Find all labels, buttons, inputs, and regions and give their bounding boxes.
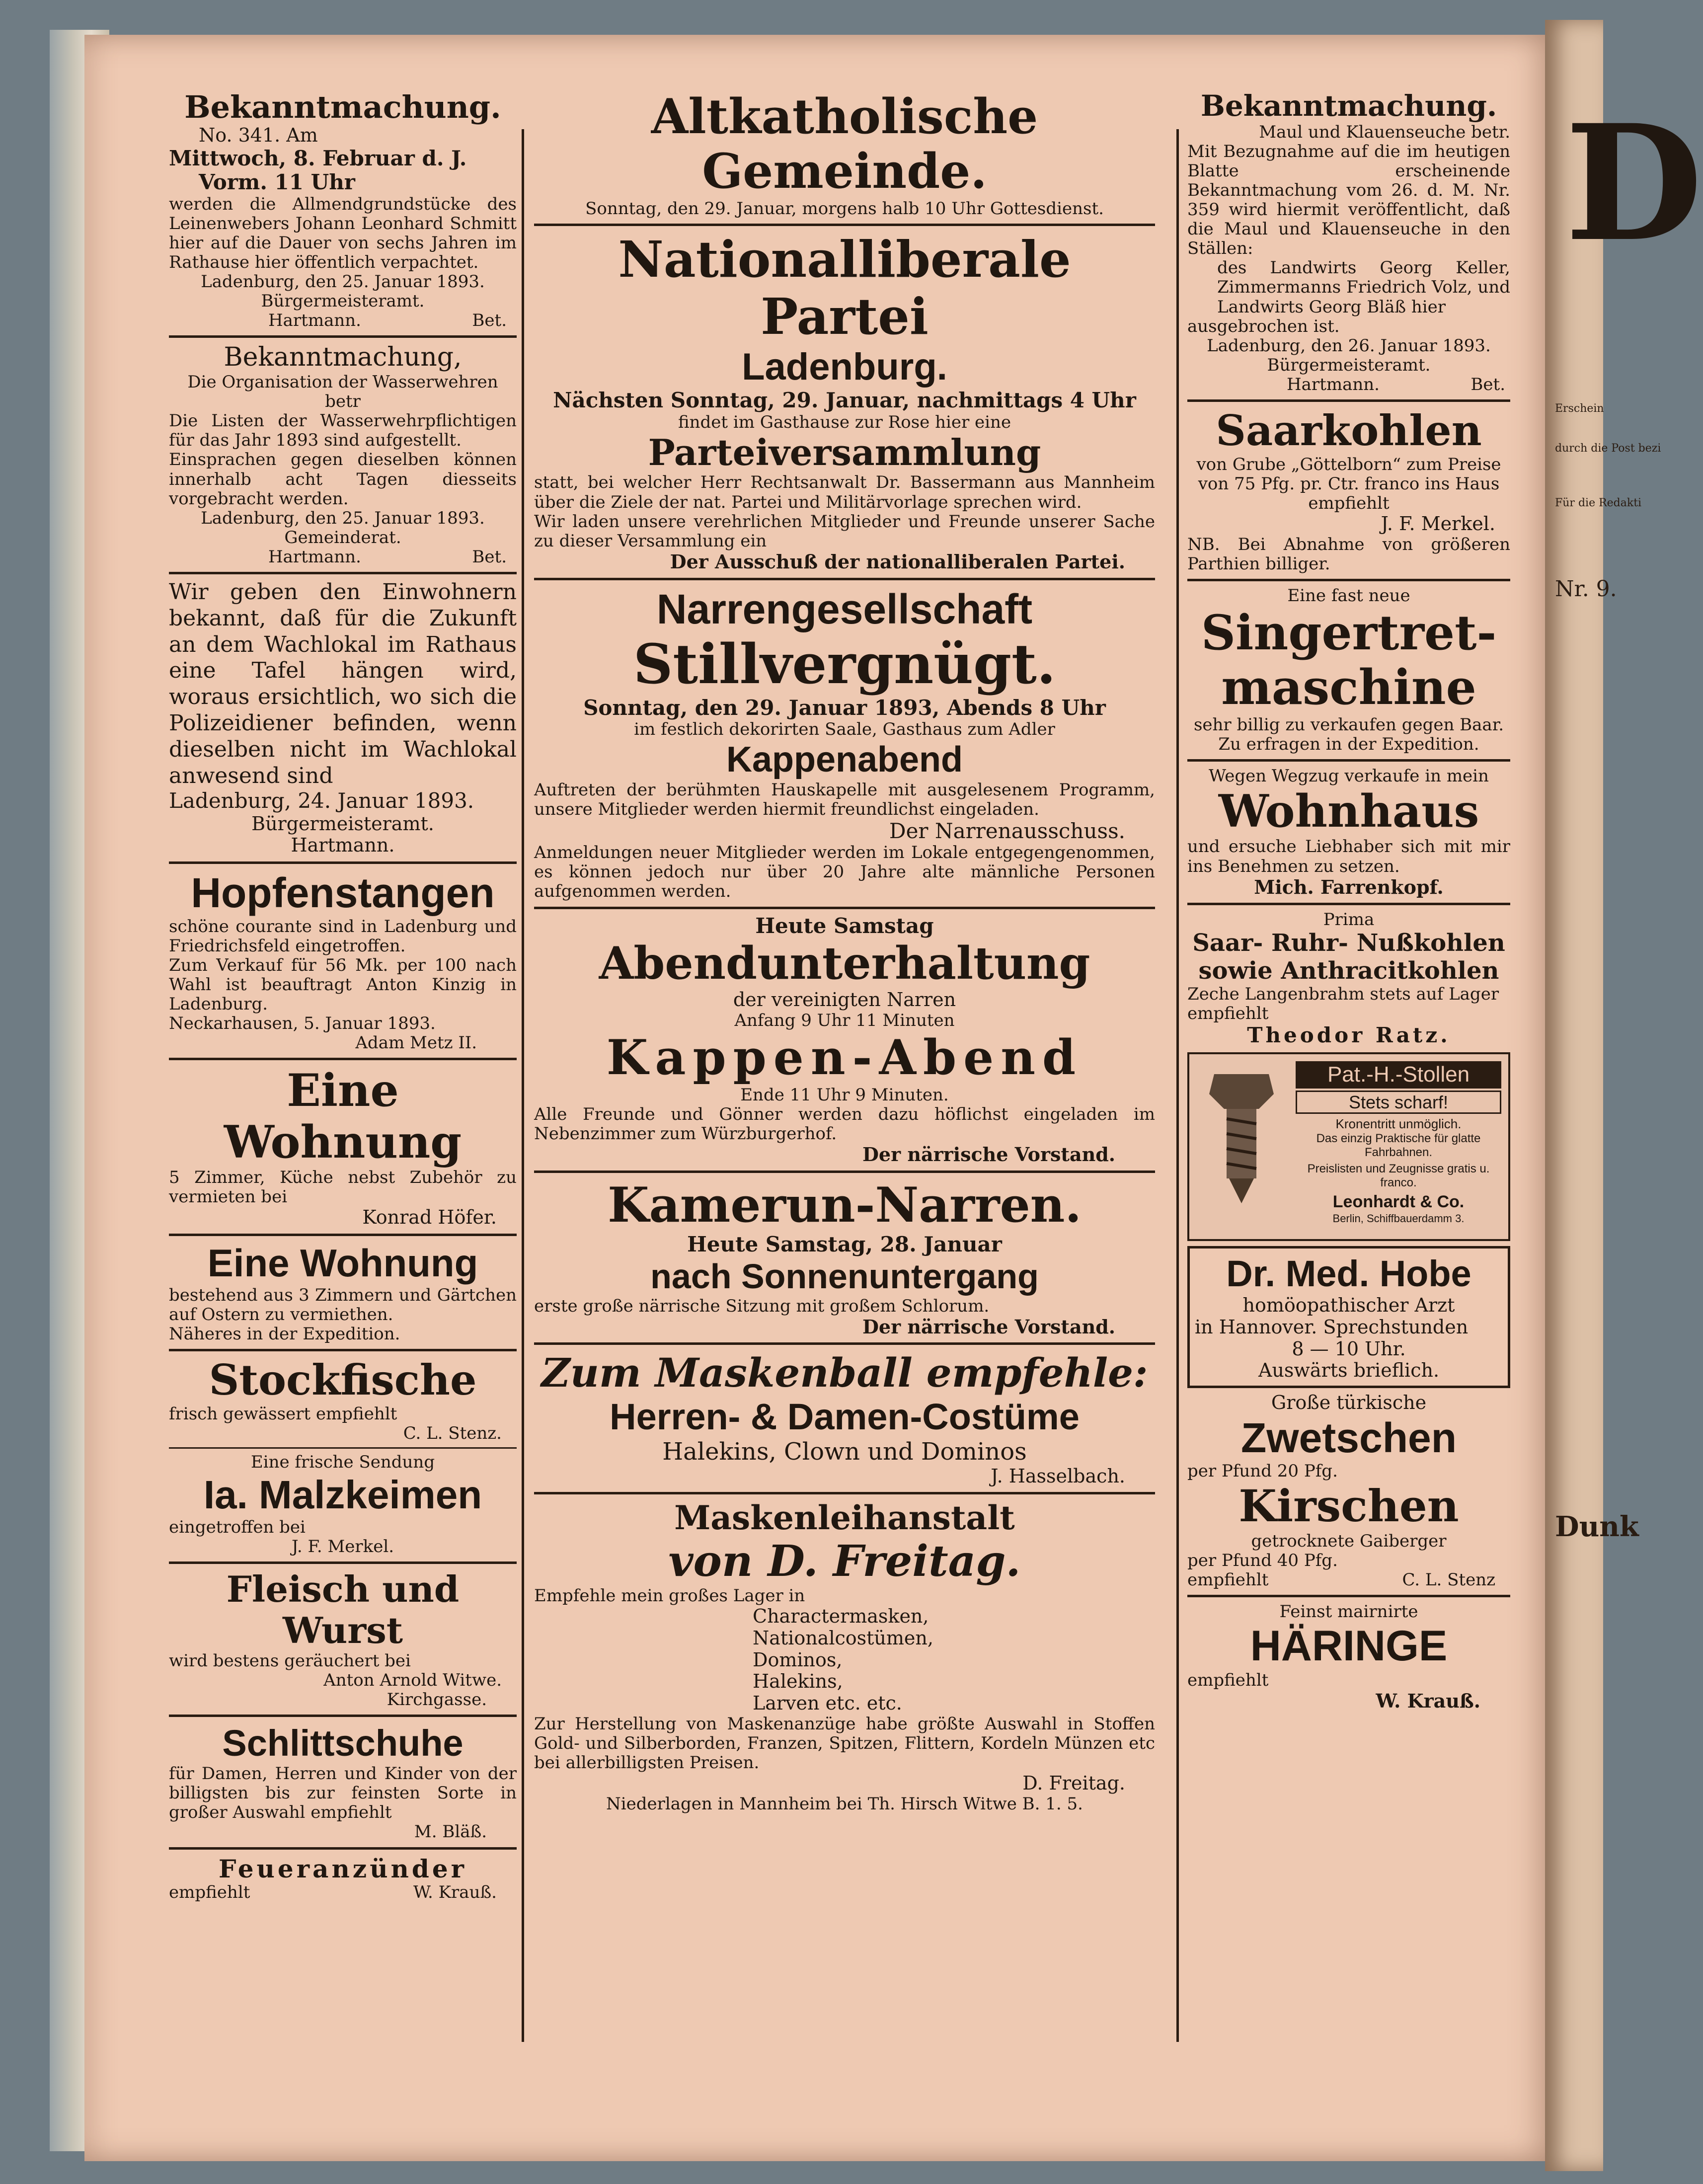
list-item: Larven etc. etc.	[753, 1692, 902, 1715]
ad-text: empfiehlt	[1187, 1670, 1269, 1690]
ad-signature	[1187, 375, 1510, 394]
ad-text: 5 Zimmer, Küche nebst Zubehör zu vermieten bei	[169, 1168, 517, 1207]
ad-signature: J. F. Merkel.	[291, 1537, 394, 1557]
ad-text: des Landwirts Georg Keller, Zimmermanns Friedrich Volz, und Landwirts Georg Bläß hier	[1217, 258, 1510, 317]
ad-title: Herren- & Damen-Costüme	[610, 1396, 1080, 1438]
ad-text: Heute Samstag, 28. Januar	[687, 1232, 1002, 1256]
ad-title: sowie Anthracitkohlen	[1198, 956, 1499, 985]
ad-text: Auftreten der berühmten Hauskapelle mit ausgelesenem Programm, unsere Mitglieder werden hiermit freundlichst eingeladen.	[534, 780, 1155, 819]
ad-signature	[1187, 1570, 1510, 1590]
ad-separator	[1187, 579, 1510, 581]
ad-title: Saarkohlen	[1216, 406, 1482, 455]
party-ad	[534, 231, 1155, 573]
notice-ad	[169, 89, 517, 330]
ad-separator	[1187, 759, 1510, 762]
ad-text: Alle Freunde und Gönner werden dazu höflichst eingeladen im Nebenzimmer zum Würzburgerhof.	[534, 1104, 1155, 1144]
ad-text: in Hannover. Sprechstunden	[1195, 1316, 1469, 1338]
ad-text: eingetroffen bei	[169, 1517, 306, 1537]
ad-separator	[534, 1170, 1155, 1173]
ad-title: Dr. Med. Hobe	[1226, 1253, 1471, 1295]
list-item: Halekins,	[753, 1670, 843, 1693]
ad-text: Mittwoch, 8. Februar d. J.	[169, 146, 467, 170]
adjacent-page	[1545, 20, 1703, 2171]
ad-text: Die Listen der Wasserwehrpflichtigen für das Jahr 1893 sind aufgestellt.	[169, 411, 517, 451]
ad-separator	[169, 861, 517, 864]
ad-title: von D. Freitag.	[668, 1536, 1021, 1587]
ad-text: Vorm. 11 Uhr	[199, 170, 355, 195]
ad-text: findet im Gasthause zur Rose hier eine	[678, 412, 1011, 432]
ad-signature	[169, 311, 517, 330]
stollen-ad-text	[1296, 1061, 1501, 1225]
ad-separator	[534, 1342, 1155, 1345]
product-ad	[169, 1722, 517, 1842]
ad-title: Kamerun-Narren.	[608, 1176, 1082, 1233]
ad-text: Preislisten und Zeugnisse gratis u. franco.	[1307, 1162, 1490, 1189]
ad-signature: Adam Metz II.	[355, 1033, 477, 1053]
ad-text: Gemeinderat.	[284, 527, 401, 547]
ad-separator	[169, 1561, 517, 1564]
ad-separator	[1187, 399, 1510, 402]
ad-separator	[1187, 903, 1510, 905]
rental-ad	[169, 1241, 517, 1344]
ad-text: sehr billig zu verkaufen gegen Baar. Zu erfragen in der Expedition.	[1193, 714, 1504, 754]
ad-text: und ersuche Liebhaber sich mit mir ins Benehmen zu setzen.	[1187, 837, 1510, 876]
ad-title: Zwetschen	[1240, 1414, 1457, 1461]
ad-text: NB. Bei Abnahme von größeren Parthien billiger.	[1187, 534, 1510, 574]
ad-text: Mit Bezugnahme auf die im heutigen Blatte erscheinende Bekanntmachung vom 26. d. M. Nr. 359 wird hiermit veröffentlicht, daß die Maul und Klauenseuche in den Ställen:	[1187, 141, 1510, 259]
ad-text: Anfang 9 Uhr 11 Minuten	[734, 1011, 955, 1031]
ad-title: Wohnhaus	[1218, 784, 1479, 838]
ad-text: Sonntag, den 29. Januar 1893, Abends 8 Uhr	[583, 695, 1106, 720]
ad-text: Leonhardt & Co.	[1332, 1192, 1465, 1212]
column-rule	[1176, 129, 1179, 2042]
ad-signature: W. Krauß.	[1376, 1690, 1480, 1712]
ad-separator	[169, 1715, 517, 1717]
ad-text: Wegen Wegzug verkaufe in mein	[1209, 766, 1489, 786]
ad-text: Eine fast neue	[1287, 585, 1410, 606]
ad-title: Ia. Malzkeimen	[203, 1472, 482, 1517]
ad-text: Anmeldungen neuer Mitglieder werden im Lokale entgegengenommen, es können jedoch nur über 20 Jahre alte männliche Personen aufgenommen werden.	[534, 843, 1155, 902]
ad-signature	[169, 547, 517, 567]
ad-text: im festlich dekorirten Saale, Gasthaus zum Adler	[634, 719, 1055, 739]
ad-text: Maul und Klauenseuche betr.	[1259, 122, 1510, 142]
ad-text: Stets scharf!	[1296, 1091, 1501, 1114]
costume-item-list	[534, 1606, 1155, 1714]
ad-text: getrocknete Gaiberger	[1251, 1531, 1447, 1551]
ad-signature-name: W. Krauß.	[413, 1882, 497, 1903]
ad-text: werden die Allmendgrundstücke des Leinenwebers Johann Leonhard Schmitt hier auf die Dauer von sechs Jahren im Rathause hier öffentlich verpachtet.	[169, 194, 517, 272]
adjacent-fragment: Erschein	[1555, 402, 1604, 415]
costume-ad	[534, 1499, 1155, 1813]
ad-text: für Damen, Herren und Kinder von der billigsten bis zur feinsten Sorte in großer Auswahl empfiehlt	[169, 1764, 517, 1823]
ad-text: per Pfund 20 Pfg.	[1187, 1461, 1338, 1482]
coal-ad	[1187, 910, 1510, 1047]
ad-signature: Der närrische Vorstand.	[862, 1143, 1115, 1166]
ad-title: Ladenburg.	[742, 345, 947, 388]
product-ad	[169, 1453, 517, 1557]
ad-separator	[1187, 1595, 1510, 1597]
ad-title: maschine	[1221, 659, 1476, 716]
ad-separator	[169, 335, 517, 338]
ad-text: Große türkische	[1271, 1392, 1427, 1414]
rental-ad	[169, 1065, 517, 1229]
ad-signature: D. Freitag.	[1022, 1772, 1125, 1794]
carnival-ad	[534, 1178, 1155, 1338]
list-item: Dominos,	[753, 1648, 843, 1671]
notice-ad	[1187, 89, 1510, 394]
ad-text: Prima	[1323, 910, 1375, 930]
adjacent-fragment: durch die Post bezi	[1555, 442, 1661, 455]
ad-text: Näheres in der Expedition.	[169, 1324, 400, 1344]
ad-signature: Theodor Ratz.	[1247, 1022, 1451, 1047]
ad-signature: Konrad Höfer.	[362, 1206, 497, 1229]
carnival-ad	[534, 914, 1155, 1166]
adjacent-fragment: Nr. 9.	[1555, 576, 1617, 602]
ad-signature-name: Hartmann.	[268, 311, 361, 331]
ad-text: Ladenburg, den 25. Januar 1893.	[201, 271, 485, 292]
ad-title: Altkatholische Gemeinde.	[651, 88, 1038, 200]
horseshoe-stud-icon	[1199, 1064, 1284, 1208]
ad-text: Wir laden unsere verehrlichen Mitglieder und Freunde unserer Sache zu dieser Versammlung ein	[534, 511, 1155, 551]
sale-ad	[1187, 767, 1510, 898]
ad-text: Ladenburg, den 26. Januar 1893.	[1207, 335, 1491, 356]
ad-text: Bürgermeisteramt.	[261, 291, 425, 312]
ad-title: Kappenabend	[726, 740, 963, 780]
product-ad	[169, 1569, 517, 1710]
doctor-ad	[1187, 1246, 1510, 1388]
ad-text: Halekins, Clown und Dominos	[662, 1437, 1027, 1466]
ad-text: Berlin, Schiffbauerdamm 3.	[1332, 1212, 1465, 1225]
ad-text: Zum Verkauf für 56 Mk. per 100 nach Wahl ist beauftragt Anton Kinzig in Ladenburg.	[169, 955, 517, 1014]
ad-text: Bürgermeisteramt.	[1267, 355, 1431, 375]
ad-title: Zum Maskenball empfehle:	[541, 1349, 1148, 1397]
ad-text: statt, bei welcher Herr Rechtsanwalt Dr. Bassermann aus Mannheim über die Ziele der nat. Partei und Militärvorlage sprechen wird.	[534, 472, 1155, 512]
ad-signature-abbr: Bet.	[1471, 374, 1505, 394]
ad-signature: Hartmann.	[291, 834, 395, 857]
ad-text: der vereinigten Narren	[733, 989, 956, 1011]
ad-text: Wir geben den Einwohnern bekannt, daß für die Zukunft an dem Wachlokal im Rathaus eine Tafel hängen wird, woraus ersichtlich, wo sich die Polizeidiener befinden, wenn dieselben nicht im Wachlokal anwesend sind	[169, 579, 517, 788]
coal-ad	[1187, 407, 1510, 574]
list-item: Charactermasken,	[753, 1605, 929, 1628]
adjacent-fragment: Dunk	[1555, 1510, 1639, 1543]
ad-text: Kronentritt unmöglich.	[1335, 1116, 1462, 1132]
adjacent-fragment: Für die Redakti	[1555, 497, 1642, 509]
ad-text: Niederlagen in Mannheim bei Th. Hirsch Witwe B. 1. 5.	[606, 1794, 1083, 1814]
ad-text: Nächsten Sonntag, 29. Januar, nachmittags 4 Uhr	[553, 388, 1136, 413]
ad-title: Feueranzünder	[218, 1854, 467, 1883]
ad-signature-abbr: Bet.	[472, 311, 507, 331]
ad-signature: M. Bläß.	[414, 1822, 487, 1842]
ad-title: Eine Wohnung	[224, 1064, 462, 1169]
ad-title: Stillvergnügt.	[633, 632, 1056, 697]
ad-title: Eine Wohnung	[207, 1241, 478, 1285]
product-ad	[1187, 1481, 1510, 1589]
ad-signature: C. L. Stenz.	[403, 1423, 502, 1443]
ad-signature-name: Hartmann.	[1287, 374, 1380, 394]
ad-separator	[534, 578, 1155, 580]
ad-title: Fleisch und Wurst	[226, 1568, 460, 1651]
ad-title: Pat.-H.-Stollen	[1296, 1061, 1501, 1089]
ad-text: Das einzig Praktische für glatte Fahrbahnen.	[1316, 1132, 1481, 1159]
ad-title: Singertret-	[1201, 604, 1497, 661]
ad-text: Ende 11 Uhr 9 Minuten.	[740, 1085, 949, 1105]
ad-title: Hopfenstangen	[191, 869, 495, 917]
ad-title: Saar- Ruhr- Nußkohlen	[1192, 929, 1505, 957]
sale-ad	[1187, 586, 1510, 754]
ad-signature	[169, 1883, 517, 1902]
ad-title: Parteiversammlung	[648, 431, 1041, 473]
ad-signature: J. F. Merkel.	[1381, 512, 1495, 535]
ad-text: schöne courante sind in Ladenburg und Friedrichsfeld eingetroffen.	[169, 916, 517, 956]
product-ad	[1187, 1602, 1510, 1712]
ad-separator	[169, 1847, 517, 1850]
ad-text: Eine frische Sendung	[250, 1452, 435, 1472]
costume-ad	[534, 1350, 1155, 1487]
ad-title: Bekanntmachung.	[1200, 89, 1497, 123]
ad-title: Bekanntmachung,	[224, 342, 462, 373]
ad-text: Bürgermeisteramt.	[251, 812, 434, 835]
list-item: Nationalcostümen,	[753, 1627, 933, 1649]
ad-text: homöopathischer Arzt	[1242, 1294, 1455, 1317]
ad-title: HÄRINGE	[1250, 1622, 1448, 1670]
ad-separator	[534, 907, 1155, 909]
ad-text: Zeche Langenbrahm stets auf Lager empfiehlt	[1187, 984, 1499, 1023]
ad-title: Kappen-Abend	[606, 1029, 1083, 1086]
column-right	[1187, 89, 1510, 1712]
product-ad	[169, 869, 517, 1053]
ad-text: Kirchgasse.	[387, 1689, 487, 1710]
ad-title: nach Sonnenuntergang	[650, 1257, 1039, 1296]
ad-separator	[169, 1058, 517, 1060]
column-left	[169, 89, 517, 1902]
ad-signature-name: Hartmann.	[268, 546, 361, 567]
product-ad	[169, 1356, 517, 1443]
ad-text: No. 341. Am	[199, 124, 318, 147]
ad-text: 8 — 10 Uhr.	[1292, 1337, 1406, 1360]
ad-text: Neckarhausen, 5. Januar 1893.	[169, 1014, 436, 1034]
ad-title: Abendunterhaltung	[599, 936, 1090, 990]
ad-title: Nationalliberale Partei	[618, 230, 1071, 346]
ad-signature: Mich. Farrenkopf.	[1254, 875, 1444, 898]
ad-separator	[169, 1234, 517, 1236]
ad-text: Empfehle mein großes Lager in	[534, 1586, 805, 1606]
ad-title: Kirschen	[1239, 1480, 1459, 1532]
ad-text: Die Organisation der Wasserwehren betr	[187, 372, 498, 412]
ad-text: ausgebrochen ist.	[1187, 316, 1340, 336]
ad-text: empfiehlt	[1187, 1569, 1269, 1590]
ad-signature: Der Ausschuß der nationalliberalen Partei.	[670, 550, 1125, 573]
ad-text: Auswärts brieflich.	[1258, 1359, 1440, 1382]
ad-signature-abbr: Bet.	[472, 546, 507, 567]
ad-text: Zur Herstellung von Maskenanzüge habe größte Auswahl in Stoffen Gold- und Silberborden, Franzen, Spitzen, Flittern, Kordeln Münzen etc bei allerbilligsten Preisen.	[534, 1714, 1155, 1773]
ad-text: erste große närrische Sitzung mit großem Schlorum.	[534, 1296, 990, 1316]
stollen-ad	[1187, 1052, 1510, 1241]
ad-separator	[169, 1349, 517, 1351]
notice-ad	[169, 343, 517, 567]
ad-text: per Pfund 40 Pfg.	[1187, 1550, 1338, 1570]
ad-text: Heute Samstag	[755, 913, 934, 938]
ad-title: Stockfische	[209, 1355, 477, 1405]
ad-title: Bekanntmachung.	[184, 89, 501, 125]
product-ad	[1187, 1392, 1510, 1481]
ad-title: Schlittschuhe	[222, 1722, 464, 1764]
ad-text: bestehend aus 3 Zimmern und Gärtchen auf Ostern zu vermiethen.	[169, 1285, 517, 1325]
ad-text: Sonntag, den 29. Januar, morgens halb 10 Uhr Gottesdienst.	[585, 198, 1104, 219]
ad-text: Ladenburg, 24. Januar 1893.	[169, 788, 474, 813]
ad-title: Maskenleihanstalt	[674, 1498, 1015, 1538]
adjacent-masthead-glyph: D	[1565, 90, 1703, 277]
church-ad	[534, 89, 1155, 219]
ad-separator	[534, 224, 1155, 226]
ad-text: frisch gewässert empfiehlt	[169, 1404, 397, 1424]
ad-text: wird bestens geräuchert bei	[169, 1650, 411, 1671]
ad-signature: Anton Arnold Witwe.	[323, 1670, 502, 1690]
ad-signature: Der närrische Vorstand.	[862, 1315, 1115, 1338]
ad-title: Narrengesellschaft	[656, 585, 1033, 632]
ad-separator	[169, 1447, 517, 1449]
product-ad	[169, 1855, 517, 1903]
ad-text: Ladenburg, den 25. Januar 1893.	[201, 508, 485, 528]
carnival-ad	[534, 585, 1155, 902]
ad-signature-name: C. L. Stenz	[1402, 1569, 1495, 1590]
ad-text: Einsprachen gegen dieselben können innerhalb acht Tagen diesseits vorgebracht werden.	[169, 450, 517, 509]
ad-text: von Grube „Göttelborn“ zum Preise von 75 Pfg. pr. Ctr. franco ins Haus empfiehlt	[1196, 454, 1501, 513]
ad-signature: J. Hasselbach.	[991, 1465, 1125, 1487]
ad-text: Feinst mairnirte	[1279, 1601, 1418, 1622]
column-middle	[519, 89, 1170, 1814]
ad-separator	[534, 1492, 1155, 1494]
ad-signature: Der Narrenausschuss.	[889, 818, 1125, 843]
ad-separator	[169, 572, 517, 574]
ad-text: empfiehlt	[169, 1882, 250, 1903]
notice-ad	[169, 579, 517, 857]
